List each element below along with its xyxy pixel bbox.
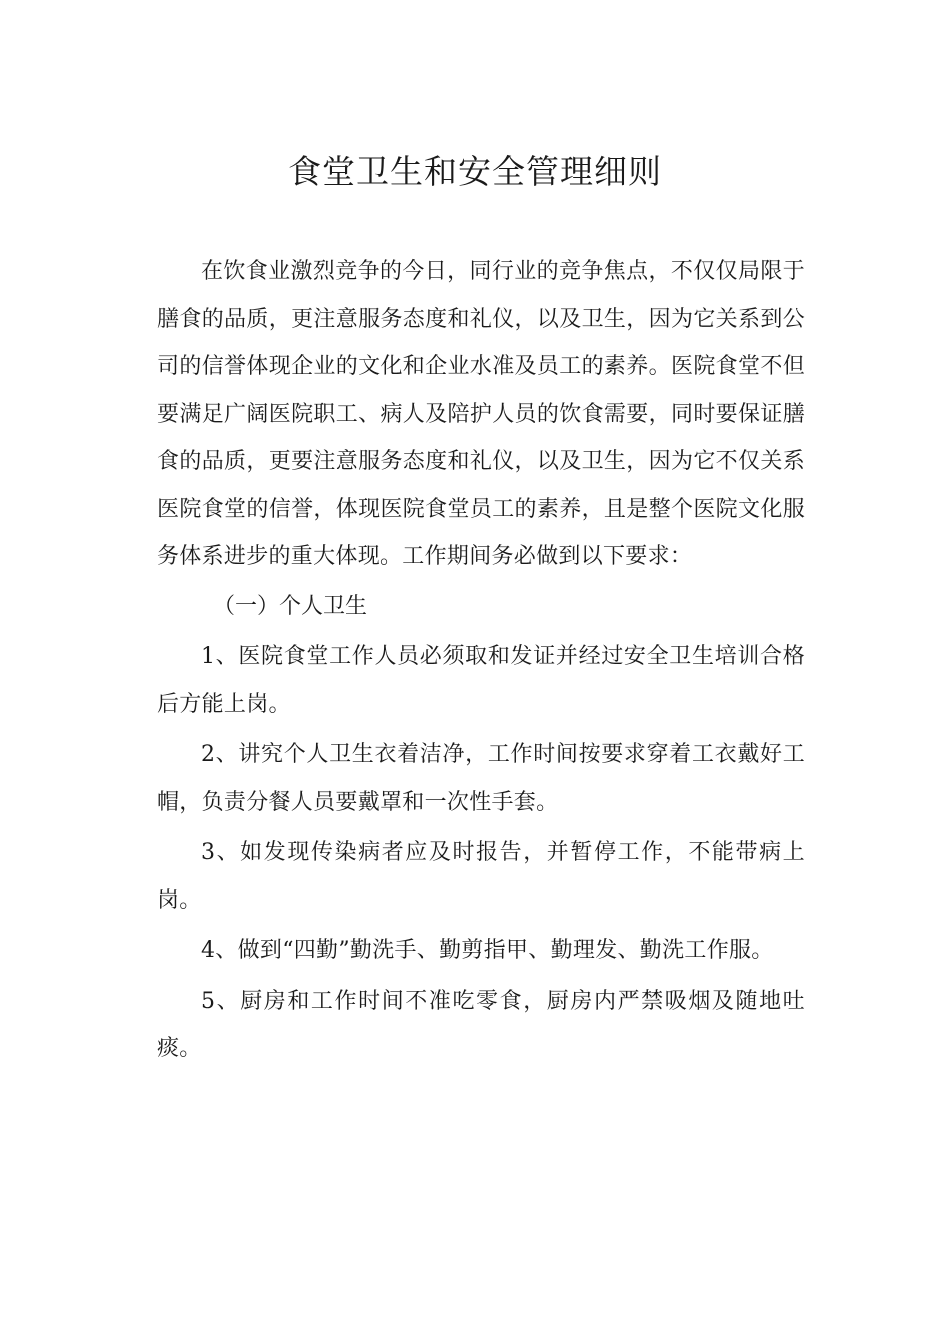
document-body: [157, 248, 805, 1073]
list-item: 5、厨房和工作时间不准吃零食，厨房内严禁吸烟及随地吐痰。: [157, 988, 805, 1061]
document-title: 食堂卫生和安全管理细则: [288, 152, 662, 191]
intro-paragraph: 在饮食业激烈竞争的今日，同行业的竞争焦点，不仅仅局限于膳食的品质，更注意服务态度和礼仪，以及卫生，因为它关系到公司的信誉体现企业的文化和企业水准及员工的素养。医院食堂不但要满足广阔医院职工、病人及陪护人员的饮食需要，同时要保证膳食的品质，更要注意服务态度和礼仪，以及卫生，因为它不仅关系医院食堂的信誉，体现医院食堂员工的素养，且是整个医院文化服务体系进步的重大体现。工作期间务必做到以下要求：: [157, 259, 805, 569]
list-item: 3、如发现传染病者应及时报告，并暂停工作，不能带病上岗。: [157, 840, 805, 913]
list-item: 1、医院食堂工作人员必须取和发证并经过安全卫生培训合格后方能上岗。: [157, 644, 805, 717]
section-heading-personal-hygiene: （一）个人卫生: [213, 593, 368, 619]
list-item: 2、讲究个人卫生衣着洁净，工作时间按要求穿着工衣戴好工帽，负责分餐人员要戴罩和一次性手套。: [157, 742, 805, 815]
list-item: 4、做到“四勤”勤洗手、勤剪指甲、勤理发、勤洗工作服。: [201, 938, 774, 963]
